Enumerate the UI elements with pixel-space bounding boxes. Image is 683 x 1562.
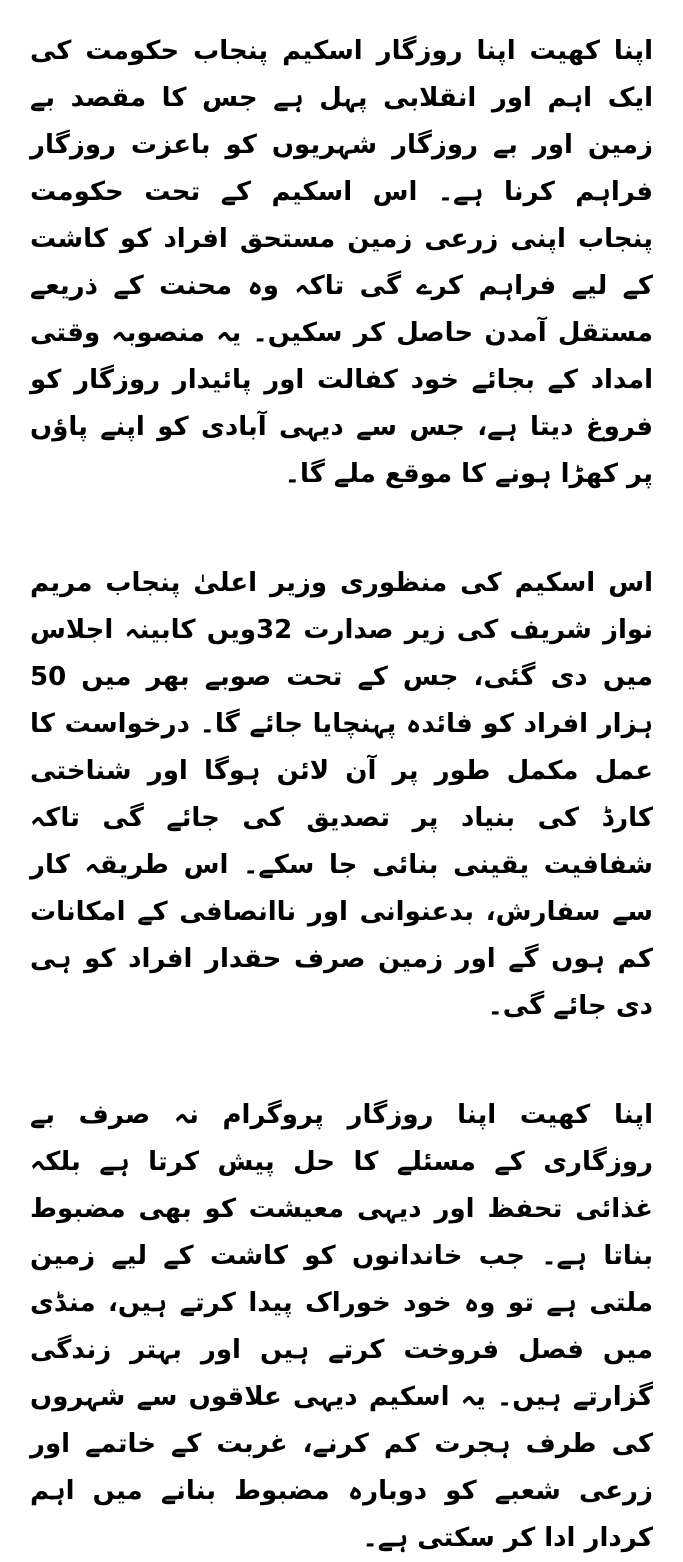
- article-paragraph-1: اپنا کھیت اپنا روزگار اسکیم پنجاب حکومت کی ایک اہم اور انقلابی پہل ہے جس کا مقصد بے زمین اور بے روزگار شہریوں کو باعزت روزگار فراہم کرنا ہے۔ اس اسکیم کے تحت حکومت پنجاب اپنی زرعی زمین مستحق افراد کو کاشت کے لیے فراہم کرے گی تاکہ وہ محنت کے ذریعے مستقل آمدن حاصل کر سکیں۔ یہ منصوبہ وقتی امداد کے بجائے خود کفالت اور پائیدار روزگار کو فروغ دیتا ہے، جس سے دیہی آبادی کو اپنے پاؤں پر کھڑا ہونے کا موقع ملے گا۔: [30, 36, 653, 489]
- article-paragraph-3: اپنا کھیت اپنا روزگار پروگرام نہ صرف بے روزگاری کے مسئلے کا حل پیش کرتا ہے بلکہ غذائی تحفظ اور دیہی معیشت کو بھی مضبوط بناتا ہے۔ جب خاندانوں کو کاشت کے لیے زمین ملتی ہے تو وہ خود خوراک پیدا کرتے ہیں، منڈی میں فصل فروخت کرتے ہیں اور بہتر زندگی گزارتے ہیں۔ یہ اسکیم دیہی علاقوں سے شہروں کی طرف ہجرت کم کرنے، غربت کے خاتمے اور زرعی شعبے کو دوبارہ مضبوط بنانے میں اہم کردار ادا کر سکتی ہے۔: [30, 1100, 653, 1553]
- article-paragraph-2: اس اسکیم کی منظوری وزیر اعلیٰ پنجاب مریم نواز شریف کی زیر صدارت 32ویں کابینہ اجلاس میں دی گئی، جس کے تحت صوبے بھر میں 50 ہزار افراد کو فائدہ پہنچایا جائے گا۔ درخواست کا عمل مکمل طور پر آن لائن ہوگا اور شناختی کارڈ کی بنیاد پر تصدیق کی جائے گی تاکہ شفافیت یقینی بنائی جا سکے۔ اس طریقہ کار سے سفارش، بدعنوانی اور ناانصافی کے امکانات کم ہوں گے اور زمین صرف حقدار افراد کو ہی دی جائے گی۔: [30, 568, 653, 1021]
